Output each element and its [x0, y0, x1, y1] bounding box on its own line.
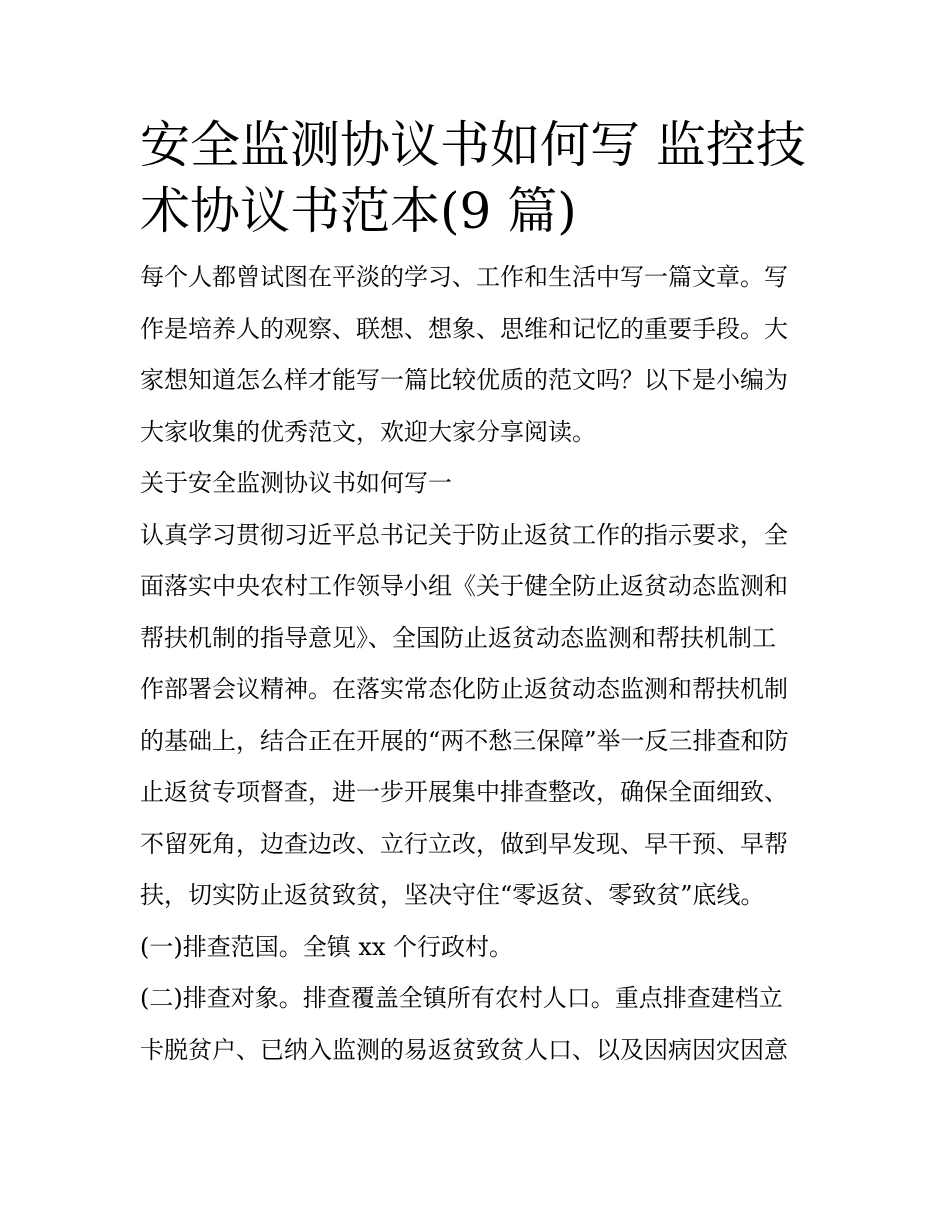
list-item-line: (一)排查范国。全镇 xx 个行政村。	[140, 932, 514, 961]
title-line: 安全监测协议书如何写 监控技	[140, 116, 806, 174]
body-line: 面落实中央农村工作领导小组《关于健全防止返贫动态监测和	[140, 572, 788, 600]
title-line: 术协议书范本(9 篇)	[140, 182, 577, 240]
body-line: 的基础上，结合正在开展的“两不愁三保障”举一反三排查和防	[140, 726, 789, 755]
body-line: 扶，切实防止返贫致贫，坚决守住“零返贫、零致贫”底线。	[140, 881, 765, 909]
body-line: 认真学习贯彻习近平总书记关于防止返贫工作的指示要求，全	[140, 520, 788, 549]
list-item-line: (二)排查对象。排查覆盖全镇所有农村人口。重点排查建档立	[140, 984, 783, 1012]
body-line: 作部署会议精神。在落实常态化防止返贫动态监测和帮扶机制	[140, 675, 788, 703]
intro-line: 每个人都曾试图在平淡的学习、工作和生活中写一篇文章。写	[140, 263, 788, 291]
document-title	[140, 112, 812, 244]
body-line: 不留死角，边查边改、立行立改，做到早发现、早干预、早帮	[140, 829, 788, 858]
document-body	[140, 252, 812, 1076]
body-line: 帮扶机制的指导意见》、全国防止返贫动态监测和帮扶机制工	[140, 623, 776, 652]
intro-line: 家想知道怎么样才能写一篇比较优质的范文吗？以下是小编为	[140, 366, 788, 394]
document-page	[140, 112, 812, 1076]
body-line: 卡脱贫户、已纳入监测的易返贫致贫人口、以及因病因灾因意	[140, 1035, 788, 1064]
body-line: 止返贫专项督查，进一步开展集中排查整改，确保全面细致、	[140, 778, 788, 806]
intro-line: 作是培养人的观察、联想、想象、思维和记忆的重要手段。大	[140, 314, 788, 343]
section-heading: 关于安全监测协议书如何写一	[140, 469, 452, 497]
intro-line: 大家收集的优秀范文，欢迎大家分享阅读。	[140, 417, 596, 446]
